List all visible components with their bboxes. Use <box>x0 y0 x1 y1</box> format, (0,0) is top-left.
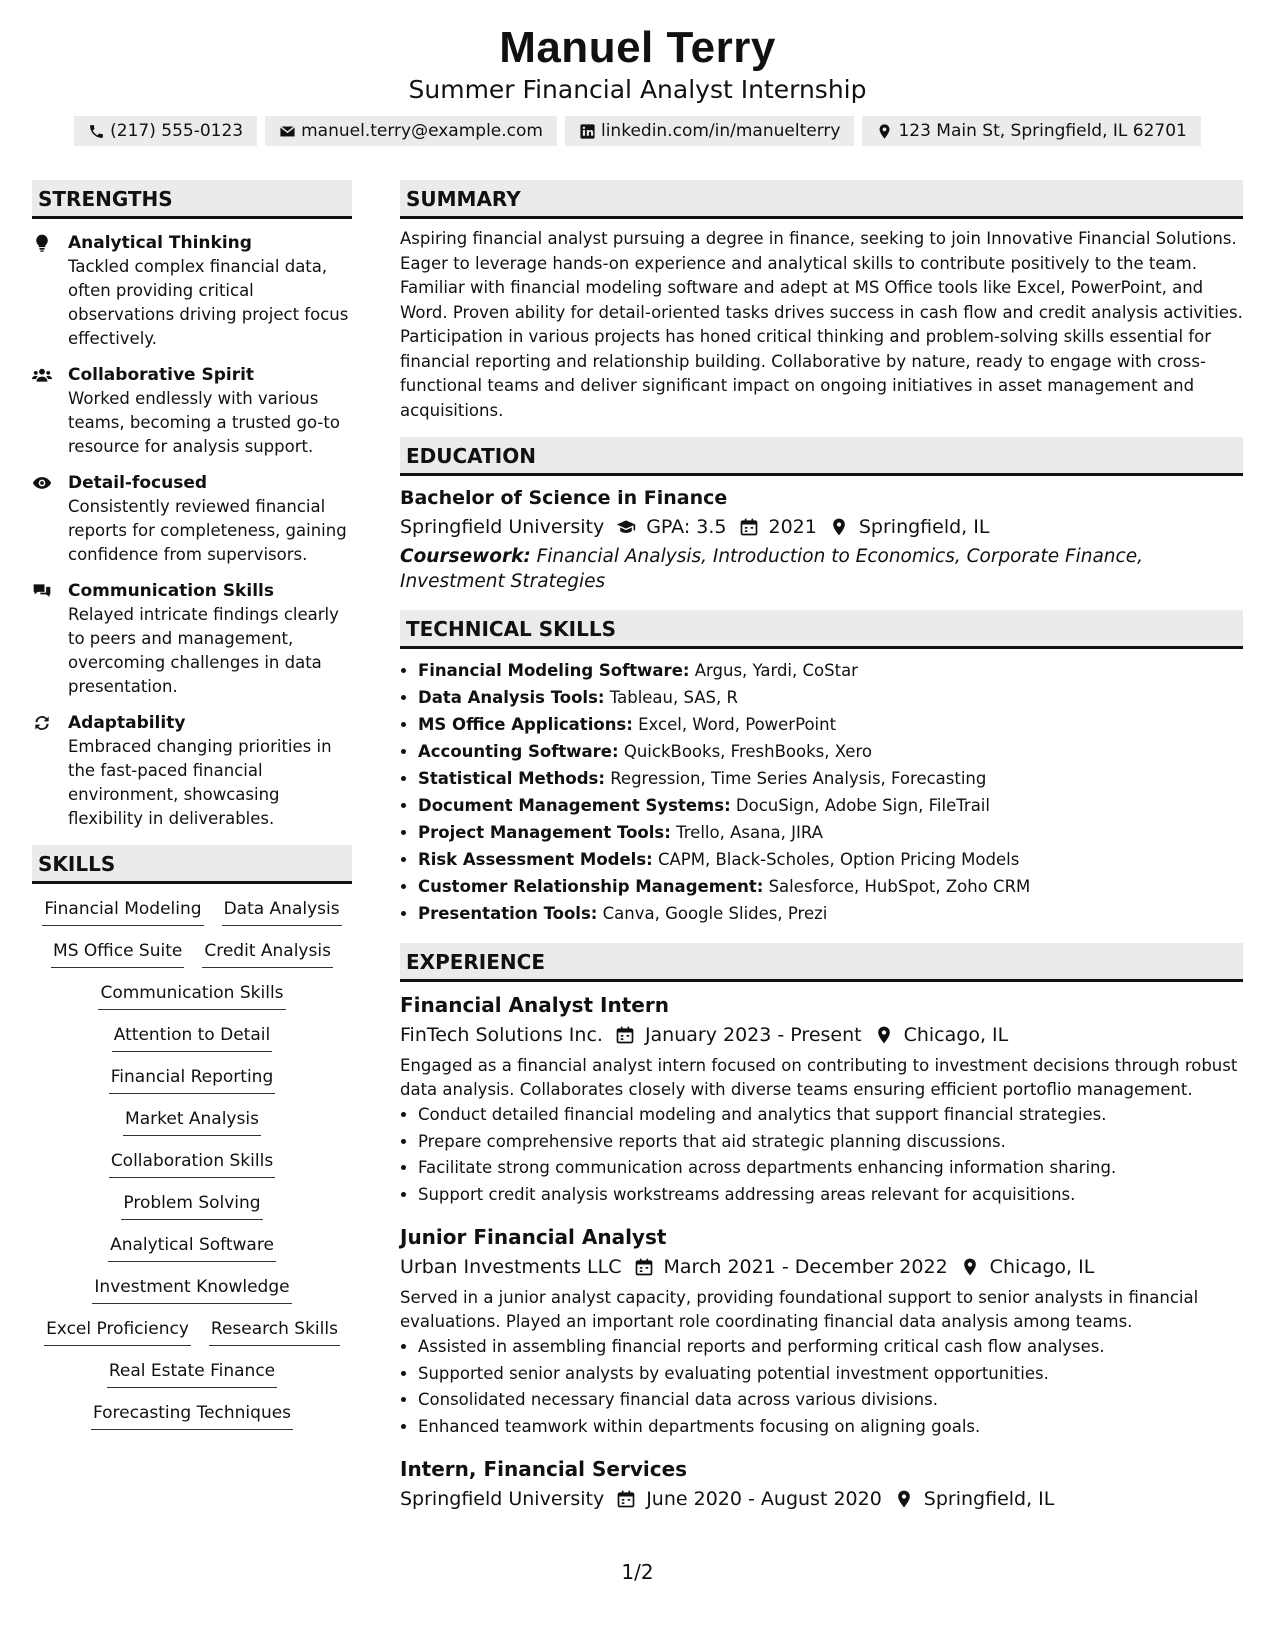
skill-tag: Real Estate Finance <box>107 1360 277 1388</box>
lightbulb-icon <box>32 233 52 253</box>
job-meta <box>400 1252 1243 1282</box>
summary-heading: SUMMARY <box>400 180 1243 219</box>
calendar-icon <box>634 1257 654 1277</box>
job-title: Intern, Financial Services <box>400 1457 688 1481</box>
list-item <box>418 765 1243 792</box>
graduation-cap-icon <box>616 517 636 537</box>
education-entry <box>400 484 1243 594</box>
tech-label: Customer Relationship Management: <box>418 877 764 896</box>
strength-title: Communication Skills <box>68 581 274 601</box>
job-description: Engaged as a financial analyst intern focused on contributing to investment decisions through robust data analysis. Collaborates closely with diverse teams ensuring efficient portoflio management. <box>400 1056 1238 1099</box>
job-meta <box>400 1484 1243 1514</box>
address-text: 123 Main St, Springfield, IL 62701 <box>898 121 1187 141</box>
contact-email <box>265 116 557 146</box>
list-item <box>418 819 1243 846</box>
skill-tag: Market Analysis <box>123 1108 261 1136</box>
skill-tag: Investment Knowledge <box>92 1276 291 1304</box>
contact-linkedin <box>565 116 854 146</box>
list-item: • Support credit analysis workstreams addressing areas relevant for acquisitions. <box>418 1182 1243 1209</box>
calendar-icon <box>616 1489 636 1509</box>
contact-address <box>862 116 1200 146</box>
technical-skills-heading: TECHNICAL SKILLS <box>400 610 1243 649</box>
skill-tag: Financial Modeling <box>42 898 203 926</box>
tech-label: Presentation Tools: <box>418 904 598 923</box>
skill-tag: Analytical Software <box>108 1234 276 1262</box>
summary-text: Aspiring financial analyst pursuing a degree in finance, seeking to join Innovative Financial Solutions. Eager to leverage hands-on experience and analytical skills to contribute positively to the team. Familiar with financial modeling software and adept at MS Office tools like Excel, PowerPoint, and Word. Proven ability for detail-oriented tasks drives success in cash flow and credit analysis activities. Participation in various projects has honed critical thinking and problem-solving skills essential for financial reporting and relationship building. Collaborative by nature, ready to engage with cross-functional teams and deliver significant impact on ongoing initiatives in asset management and acquisitions. <box>400 229 1243 420</box>
tech-value: Tableau, SAS, R <box>609 688 738 707</box>
job-bullets <box>400 1102 1243 1208</box>
coursework <box>400 544 1243 594</box>
strength-item <box>32 471 352 567</box>
job-title: Financial Analyst Intern <box>400 993 669 1017</box>
job-dates: January 2023 - Present <box>644 1024 862 1046</box>
tech-label: Risk Assessment Models: <box>418 850 653 869</box>
strength-title: Adaptability <box>68 713 186 733</box>
candidate-name: Manuel Terry <box>499 23 776 72</box>
list-item: • Conduct detailed financial modeling and analytics that support financial strategies. <box>418 1102 1243 1129</box>
job-entry <box>400 1454 1243 1514</box>
list-item <box>418 792 1243 819</box>
strength-title: Detail-focused <box>68 473 208 493</box>
skill-tag: Research Skills <box>209 1318 340 1346</box>
skill-tag: Forecasting Techniques <box>91 1402 293 1430</box>
map-pin-icon <box>960 1257 980 1277</box>
calendar-icon <box>739 517 759 537</box>
list-item: • Facilitate strong communication across departments enhancing information sharing. <box>418 1155 1243 1182</box>
linkedin-icon <box>579 123 596 140</box>
calendar-icon <box>615 1025 635 1045</box>
job-dates: March 2021 - December 2022 <box>663 1256 948 1278</box>
envelope-icon <box>279 123 296 140</box>
strength-desc: Worked endlessly with various teams, becoming a trusted go-to resource for analysis support. <box>68 389 340 456</box>
job-title: Junior Financial Analyst <box>400 1225 667 1249</box>
skill-tag: Financial Reporting <box>109 1066 276 1094</box>
company-name: Springfield University <box>400 1488 605 1510</box>
coursework-label: Coursework: <box>400 546 531 567</box>
strengths-heading: STRENGTHS <box>32 180 352 219</box>
map-pin-icon <box>829 517 849 537</box>
strength-item <box>32 579 352 699</box>
tech-label: Document Management Systems: <box>418 796 731 815</box>
map-pin-icon <box>874 1025 894 1045</box>
strength-item <box>32 711 352 831</box>
eye-icon <box>32 473 52 493</box>
tech-value: CAPM, Black-Scholes, Option Pricing Models <box>658 850 1020 869</box>
list-item: • Supported senior analysts by evaluating potential investment opportunities. <box>418 1361 1243 1388</box>
job-location: Springfield, IL <box>923 1488 1055 1510</box>
list-item <box>418 738 1243 765</box>
skill-tag: Excel Proficiency <box>44 1318 191 1346</box>
strength-desc: Tackled complex financial data, often providing critical observations driving project focus effectively. <box>68 257 349 348</box>
list-item <box>418 711 1243 738</box>
list-item <box>418 846 1243 873</box>
skills-heading: SKILLS <box>32 845 352 884</box>
strength-item <box>32 231 352 351</box>
tech-value: Salesforce, HubSpot, Zoho CRM <box>768 877 1031 896</box>
linkedin-text: linkedin.com/in/manuelterry <box>600 121 841 141</box>
left-column <box>32 180 352 1514</box>
users-icon <box>32 365 52 385</box>
job-location: Chicago, IL <box>989 1256 1095 1278</box>
tech-value: Excel, Word, PowerPoint <box>638 715 837 734</box>
company-name: Urban Investments LLC <box>400 1256 622 1278</box>
skill-tag: Communication Skills <box>98 982 285 1010</box>
strength-desc: Consistently reviewed financial reports for completeness, gaining confidence from supervisors. <box>68 497 347 564</box>
email-text: manuel.terry@example.com <box>301 121 543 141</box>
education-meta <box>400 512 1243 542</box>
map-pin-icon <box>876 123 893 140</box>
skill-tag: Collaboration Skills <box>109 1150 275 1178</box>
strength-desc: Embraced changing priorities in the fast-paced financial environment, showcasing flexibility in deliverables. <box>68 737 332 828</box>
job-location: Chicago, IL <box>903 1024 1009 1046</box>
skills-tags <box>32 898 352 1430</box>
tech-value: Trello, Asana, JIRA <box>676 823 823 842</box>
strengths-list <box>32 231 352 831</box>
skill-tag: MS Office Suite <box>51 940 184 968</box>
skill-tag: Attention to Detail <box>112 1024 272 1052</box>
skill-tag: Data Analysis <box>222 898 342 926</box>
job-entry <box>400 1222 1243 1440</box>
tech-value: Regression, Time Series Analysis, Forecasting <box>610 769 987 788</box>
job-description: Served in a junior analyst capacity, providing foundational support to senior analysts in financial evaluations. Played an important role coordinating financial data analysis among teams. <box>400 1288 1199 1331</box>
job-bullets <box>400 1334 1243 1440</box>
contact-bar <box>0 116 1275 146</box>
list-item <box>418 900 1243 927</box>
resume-body <box>32 180 1243 1514</box>
phone-icon <box>88 123 105 140</box>
tech-value: Canva, Google Slides, Prezi <box>602 904 828 923</box>
school-location: Springfield, IL <box>858 516 990 538</box>
resume-header <box>0 0 1275 146</box>
page-number: 1/2 <box>621 1560 654 1584</box>
company-name: FinTech Solutions Inc. <box>400 1024 603 1046</box>
job-entry <box>400 990 1243 1208</box>
experience-heading: EXPERIENCE <box>400 943 1243 982</box>
strength-item <box>32 363 352 459</box>
list-item: • Prepare comprehensive reports that aid strategic planning discussions. <box>418 1129 1243 1156</box>
job-meta <box>400 1020 1243 1050</box>
tech-label: Statistical Methods: <box>418 769 605 788</box>
school-name: Springfield University <box>400 516 605 538</box>
list-item <box>418 684 1243 711</box>
tech-value: DocuSign, Adobe Sign, FileTrail <box>735 796 990 815</box>
list-item <box>418 873 1243 900</box>
comments-icon <box>32 581 52 601</box>
list-item <box>418 657 1243 684</box>
tech-label: MS Office Applications: <box>418 715 633 734</box>
strength-title: Analytical Thinking <box>68 233 252 253</box>
graduation-year: 2021 <box>768 516 817 538</box>
strength-desc: Relayed intricate findings clearly to peers and management, overcoming challenges in data presentation. <box>68 605 339 696</box>
coursework-list: Financial Analysis, Introduction to Economics, Corporate Finance, Investment Strategies <box>400 546 1143 592</box>
right-column <box>400 180 1243 1514</box>
degree-name: Bachelor of Science in Finance <box>400 487 728 509</box>
job-dates: June 2020 - August 2020 <box>646 1488 882 1510</box>
list-item: • Enhanced teamwork within departments focusing on aligning goals. <box>418 1414 1243 1441</box>
skill-tag: Problem Solving <box>121 1192 262 1220</box>
strength-title: Collaborative Spirit <box>68 365 255 385</box>
tech-value: Argus, Yardi, CoStar <box>694 661 858 680</box>
list-item: • Assisted in assembling financial reports and performing critical cash flow analyses. <box>418 1334 1243 1361</box>
gpa: GPA: 3.5 <box>646 516 727 538</box>
skill-tag: Credit Analysis <box>202 940 333 968</box>
tech-label: Accounting Software: <box>418 742 619 761</box>
target-position: Summer Financial Analyst Internship <box>408 75 867 104</box>
education-heading: EDUCATION <box>400 437 1243 476</box>
tech-label: Financial Modeling Software: <box>418 661 690 680</box>
tech-label: Data Analysis Tools: <box>418 688 605 707</box>
technical-skills-list <box>400 657 1243 927</box>
contact-phone <box>74 116 257 146</box>
sync-icon <box>32 713 52 733</box>
phone-text: (217) 555-0123 <box>110 121 244 141</box>
tech-value: QuickBooks, FreshBooks, Xero <box>623 742 872 761</box>
tech-label: Project Management Tools: <box>418 823 671 842</box>
list-item: • Consolidated necessary financial data across various divisions. <box>418 1387 1243 1414</box>
map-pin-icon <box>894 1489 914 1509</box>
